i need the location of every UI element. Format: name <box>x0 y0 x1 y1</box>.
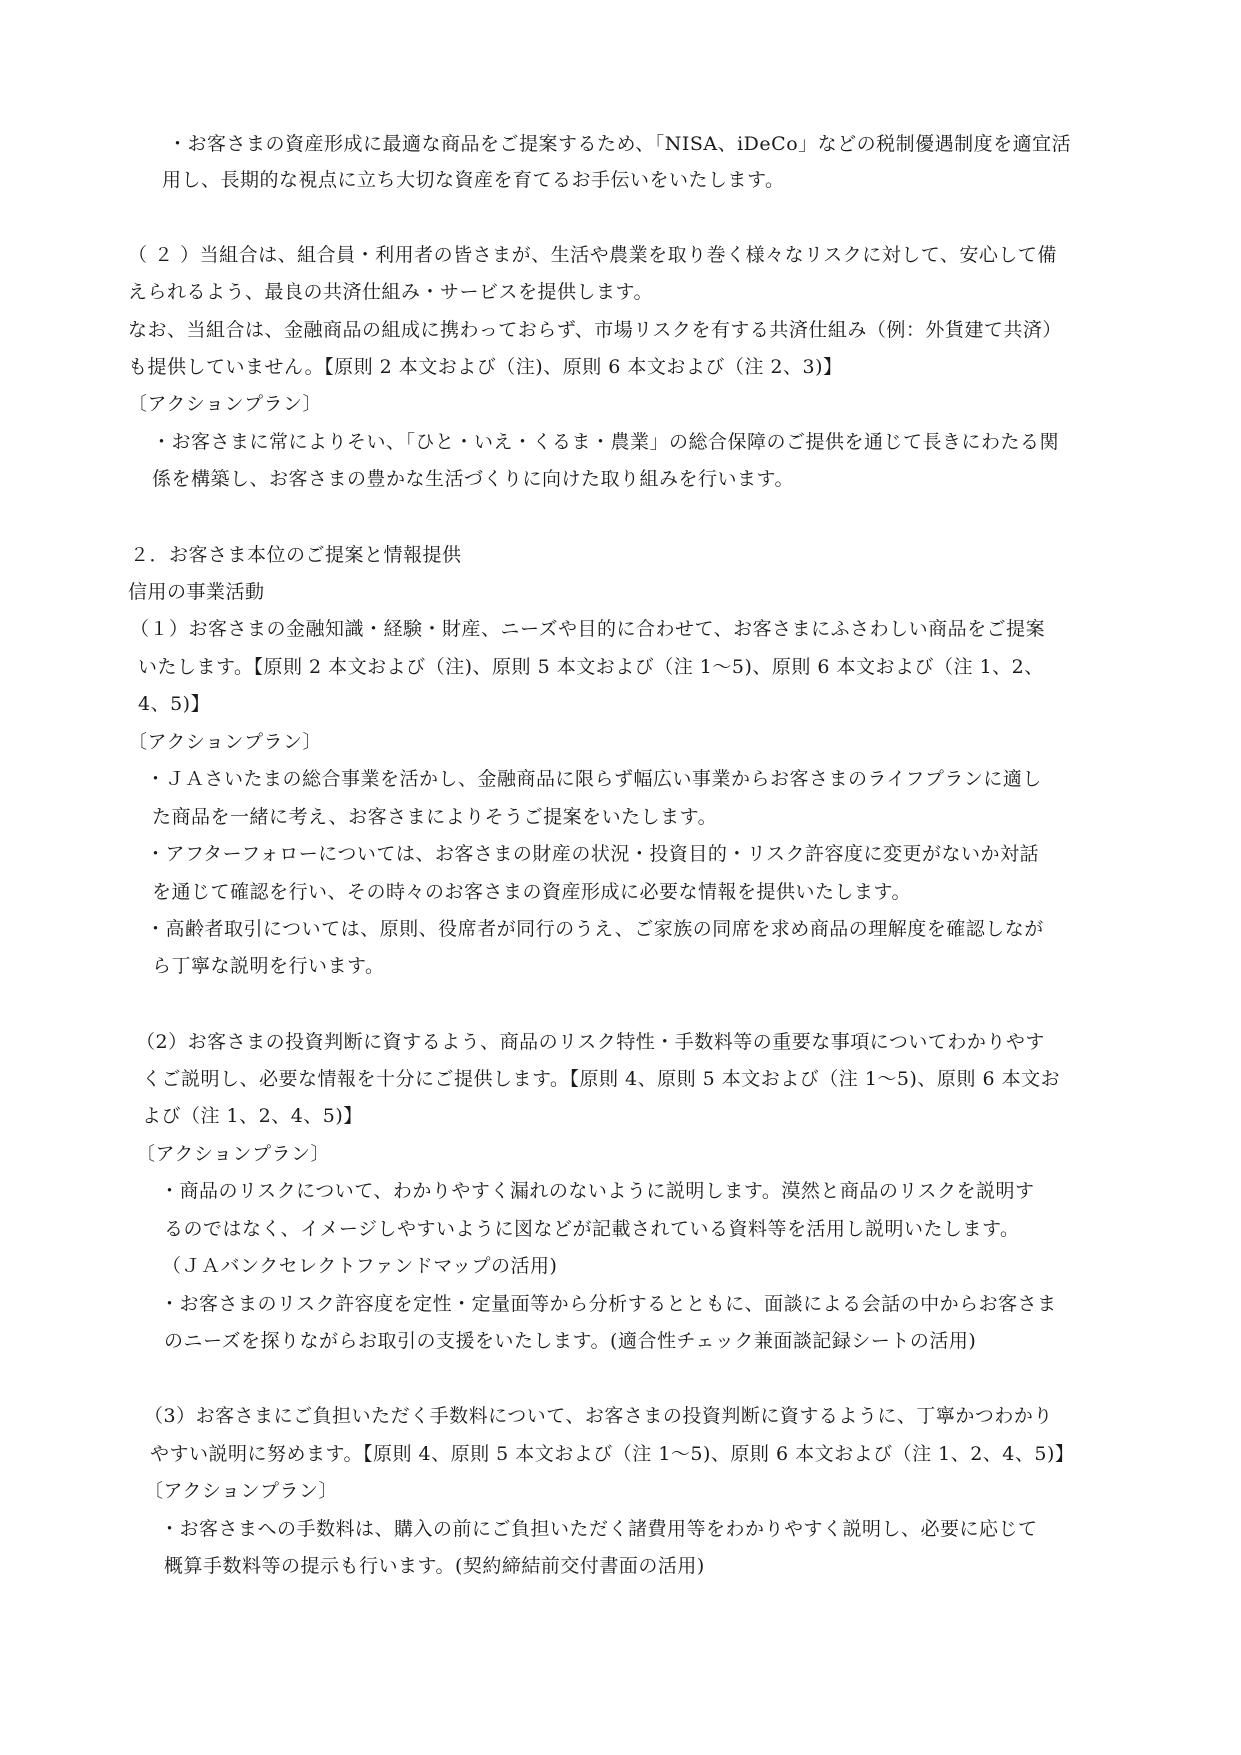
section-2-heading: ２．お客さま本位のご提案と情報提供 <box>130 544 462 566</box>
p3-line-1: （3）お客さまにご負担いただく手数料について、お客さまの投資判断に資するように、丁寧かつわかり <box>144 1405 1053 1427</box>
s1-bullet-line-2: 用し、長期的な視点に立ち大切な資産を育てるお手伝いをいたします。 <box>162 169 785 191</box>
p1-action-line-5: ・高齢者取引については、原則、役席者が同行のうえ、ご家族の同席を求め商品の理解度を確認しなが <box>146 918 1044 940</box>
p1-action-line-3: ・アフターフォローについては、お客さまの財産の状況・投資目的・リスク許容度に変更がないか対話 <box>146 843 1040 865</box>
s2-line-1: （ ２ ）当組合は、組合員・利用者の皆さまが、生活や農業を取り巻く様々なリスクに対して、安心して備 <box>128 244 1057 266</box>
p3-action-line-2: 概算手数料等の提示も行います。(契約締結前交付書面の活用) <box>164 1555 705 1577</box>
p3-action-line-1: ・お客さまへの手数料は、購入の前にご負担いただく諸費用等をわかりやすく説明し、必要に応じて <box>160 1518 1038 1540</box>
p3-line-2: やすい説明に努めます。【原則 4、原則 5 本文および（注 1～5)、原則 6 本文および（注 1、2、4、5)】 <box>150 1443 1075 1465</box>
credit-business-subheading: 信用の事業活動 <box>128 581 265 603</box>
p2-action-line-3: （ＪＡバンクセレクトファンドマップの活用) <box>162 1255 558 1277</box>
s2-action-line-2: 係を構築し、お客さまの豊かな生活づくりに向けた取り組みを行います。 <box>152 468 794 490</box>
s2-action-plan-label: 〔アクションプラン〕 <box>128 393 323 415</box>
s2-line-3: なお、当組合は、金融商品の組成に携わっておらず、市場リスクを有する共済仕組み（例：外貨建て共済） <box>128 319 1062 341</box>
p2-action-plan-label: 〔アクションプラン〕 <box>136 1143 331 1165</box>
p1-action-plan-label: 〔アクションプラン〕 <box>128 731 323 753</box>
s2-action-line-1: ・お客さまに常によりそい、「ひと・いえ・くるま・農業」の総合保障のご提供を通じて長きにわたる関 <box>152 431 1060 453</box>
p3-action-plan-label: 〔アクションプラン〕 <box>144 1480 339 1502</box>
p2-line-2: くご説明し、必要な情報を十分にご提供します。【原則 4、原則 5 本文および（注 1～5)、原則 6 本文お <box>142 1068 1061 1090</box>
s2-line-2: えられるよう、最良の共済仕組み・サービスを提供します。 <box>128 281 653 303</box>
p1-action-line-2: た商品を一緒に考え、お客さまによりそうご提案をいたします。 <box>152 806 718 828</box>
p2-action-line-4: ・お客さまのリスク許容度を定性・定量面等から分析するとともに、面談による会話の中からお客さま <box>160 1293 1057 1315</box>
s1-bullet-line-1: ・お客さまの資産形成に最適な商品をご提案するため、「NISA、iDeCo」などの税制優遇制度を適宜活 <box>168 133 1072 155</box>
p2-action-line-5: のニーズを探りながらお取引の支援をいたします。(適合性チェック兼面談記録シートの活用) <box>164 1330 977 1352</box>
p2-action-line-1: ・商品のリスクについて、わかりやすく漏れのないように説明します。漠然と商品のリスクを説明す <box>160 1180 1035 1202</box>
p2-action-line-2: るのではなく、イメージしやすいように図などが記載されている資料等を活用し説明いたします。 <box>164 1218 1020 1240</box>
p1-action-line-4: を通じて確認を行い、その時々のお客さまの資産形成に必要な情報を提供いたします。 <box>152 881 911 903</box>
s2-line-4: も提供していません。【原則 2 本文および（注)、原則 6 本文および（注 2、3)】 <box>128 356 843 378</box>
p1-action-line-1: ・ＪＡさいたまの総合事業を活かし、金融商品に限らず幅広い事業からお客さまのライフプランに適し <box>146 768 1042 790</box>
p2-line-3: よび（注 1、2、4、5)】 <box>142 1105 363 1127</box>
p2-line-1: （2）お客さまの投資判断に資するよう、商品のリスク特性・手数料等の重要な事項についてわかりやす <box>136 1031 1045 1053</box>
p1-line-1: （１）お客さまの金融知識・経験・財産、ニーズや目的に合わせて、お客さまにふさわしい商品をご提案 <box>130 618 1046 640</box>
p1-line-3: 4、5)】 <box>138 693 211 715</box>
p1-line-2: いたします。【原則 2 本文および（注)、原則 5 本文および（注 1～5)、原則 6 本文および（注 1、2、 <box>138 656 1044 678</box>
p1-action-line-6: ら丁寧な説明を行います。 <box>152 955 385 977</box>
